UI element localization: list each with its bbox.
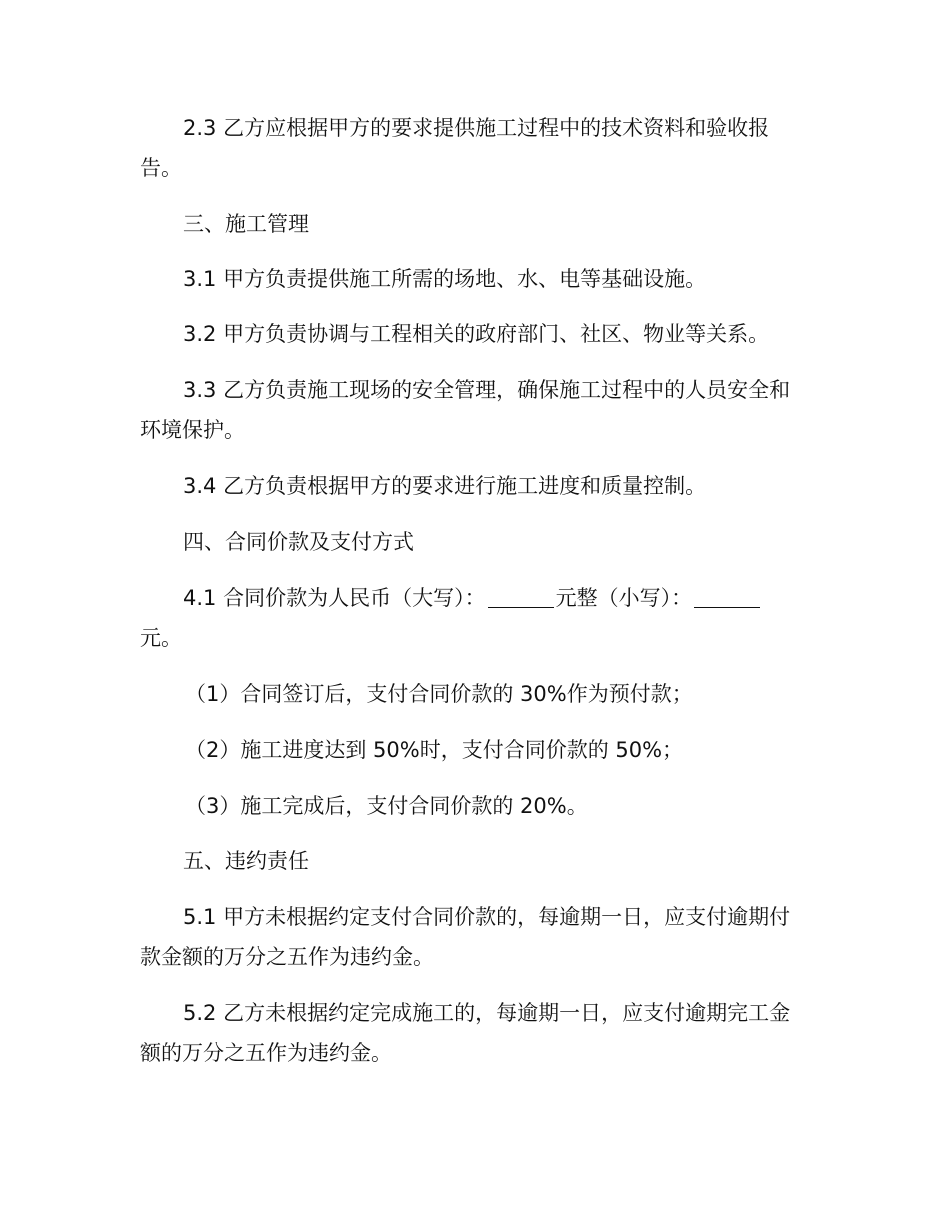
payment-item-1: （1）合同签订后，支付合同价款的 30%作为预付款； xyxy=(185,682,693,706)
clause-5-2: 5.2 乙方未根据约定完成施工的，每逾期一日，应支付逾期完工金额的万分之五作为违约金。 xyxy=(140,1001,791,1065)
clause-4-1 xyxy=(140,578,810,658)
section-heading-3: 三、施工管理 xyxy=(183,212,309,236)
section-heading-4: 四、合同价款及支付方式 xyxy=(183,530,414,554)
clause-3-2: 3.2 甲方负责协调与工程相关的政府部门、社区、物业等关系。 xyxy=(183,322,770,346)
clause-3-1: 3.1 甲方负责提供施工所需的场地、水、电等基础设施。 xyxy=(183,267,707,291)
payment-item-2: （2）施工进度达到 50%时，支付合同价款的 50%； xyxy=(185,738,684,762)
clause-3-3: 3.3 乙方负责施工现场的安全管理，确保施工过程中的人员安全和环境保护。 xyxy=(140,378,791,442)
clause-4-1-part-a: 4.1 合同价款为人民币（大写）： xyxy=(183,586,486,610)
clause-3-4: 3.4 乙方负责根据甲方的要求进行施工进度和质量控制。 xyxy=(183,474,707,498)
clause-2-3: 2.3 乙方应根据甲方的要求提供施工过程中的技术资料和验收报告。 xyxy=(140,116,770,180)
amount-words-blank xyxy=(488,585,554,608)
amount-digits-blank xyxy=(694,585,760,608)
clause-4-1-part-b: 元整（小写）： xyxy=(555,586,693,610)
clause-4-1-part-c: 元。 xyxy=(140,626,182,650)
payment-item-3: （3）施工完成后，支付合同价款的 20%。 xyxy=(185,794,588,818)
section-heading-5: 五、违约责任 xyxy=(183,849,309,873)
clause-5-1: 5.1 甲方未根据约定支付合同价款的，每逾期一日，应支付逾期付款金额的万分之五作为违约金。 xyxy=(140,905,791,969)
